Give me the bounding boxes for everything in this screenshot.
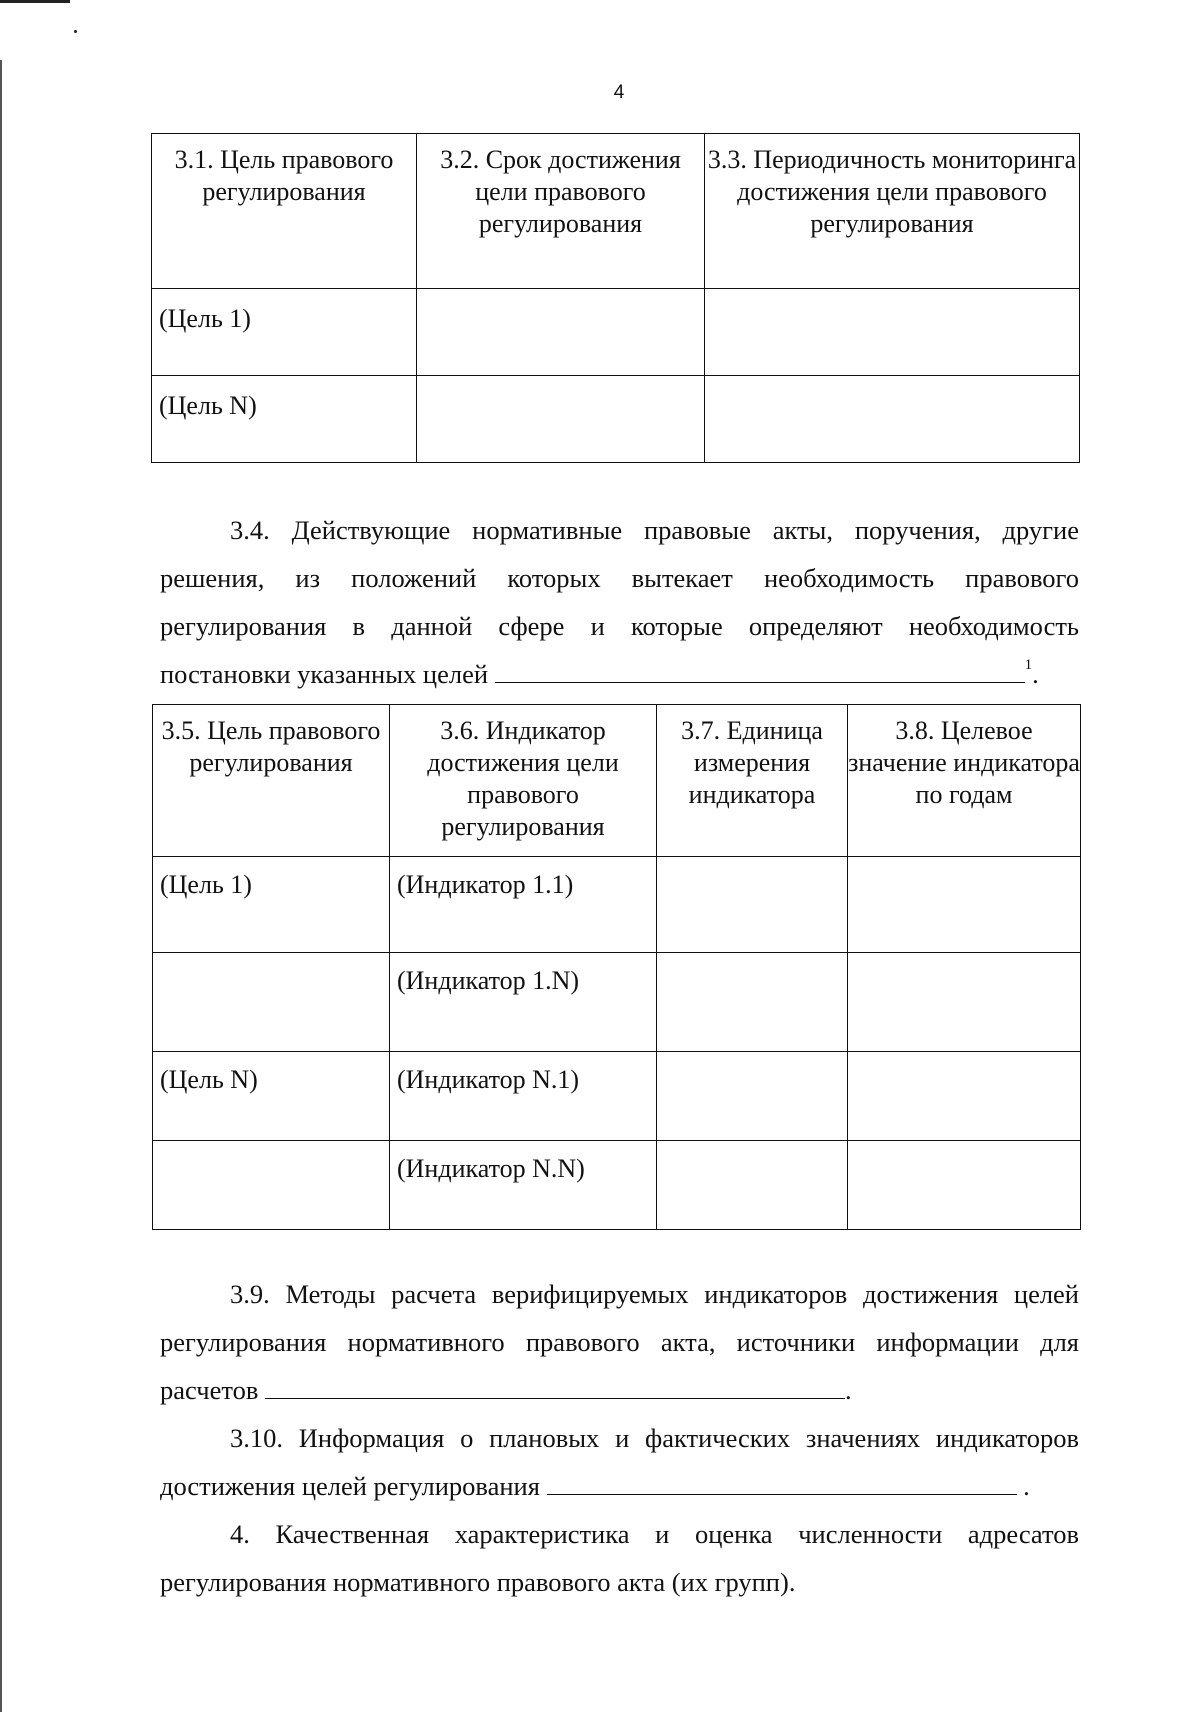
goals-table-cell: (Цель 1) [152, 289, 417, 376]
sentence-end: . [844, 1375, 852, 1405]
indicators-table-cell: (Цель N) [153, 1052, 390, 1141]
goals-table-cell [417, 376, 705, 463]
paragraph-3-4 [160, 506, 1079, 703]
scan-artifact-top-left [0, 0, 70, 3]
indicators-table-cell [848, 953, 1081, 1052]
table-row [152, 376, 1080, 463]
indicators-table-cell: (Индикатор 1.1) [390, 857, 657, 953]
indicators-table-cell [153, 953, 390, 1052]
indicators-table-cell: (Индикатор N.N) [390, 1141, 657, 1230]
paragraph-3-4-text: 3.4. Действующие нормативные правовые акты, поручения, другие решения, из положений которых вытекает необходимость правового регулирования в данной сфере и которые определяют необходимость постановки указанных целей [160, 515, 1079, 689]
goals-table [151, 133, 1080, 463]
goals-table-header-goal: 3.1. Цель правового регулирования [152, 134, 417, 289]
fill-in-line [495, 656, 1025, 683]
goals-table-cell [705, 376, 1080, 463]
indicators-table-cell [848, 857, 1081, 953]
goals-table-cell [705, 289, 1080, 376]
paragraph-4-text: 4. Качественная характеристика и оценка численности адресатов регулирования нормативного правового акта (их групп). [160, 1519, 1079, 1597]
indicators-table-cell [657, 1052, 848, 1141]
indicators-table-cell: (Индикатор 1.N) [390, 953, 657, 1052]
indicators-table-cell [657, 1141, 848, 1230]
indicators-table-header-indicator: 3.6. Индикатор достижения цели правового регулирования [390, 705, 657, 857]
goals-table-cell: (Цель N) [152, 376, 417, 463]
page-number: 4 [613, 82, 625, 103]
scan-artifact-left-edge [0, 60, 2, 1712]
paragraph-3-10 [160, 1414, 1079, 1510]
table-row [152, 289, 1080, 376]
footnote-reference: 1 [1024, 657, 1033, 673]
indicators-table-cell: (Индикатор N.1) [390, 1052, 657, 1141]
table-row [153, 1141, 1081, 1230]
paragraph-3-9 [160, 1270, 1079, 1414]
goals-table-header-periodicity: 3.3. Периодичность мониторинга достижения цели правового регулирования [705, 134, 1080, 289]
fill-in-line [265, 1372, 845, 1399]
sentence-end: . [1032, 659, 1039, 689]
indicators-table-cell [848, 1141, 1081, 1230]
paragraph-3-9-text: 3.9. Методы расчета верифицируемых индикаторов достижения целей регулирования нормативного правового акта, источники информации для расчетов [160, 1279, 1079, 1405]
table-row [153, 953, 1081, 1052]
indicators-table-header-unit: 3.7. Единица измерения индикатора [657, 705, 848, 857]
scan-artifact-dot [74, 30, 77, 33]
paragraph-4 [160, 1510, 1079, 1606]
goals-table-cell [417, 289, 705, 376]
indicators-table [152, 704, 1081, 1230]
indicators-table-header-goal: 3.5. Цель правового регулирования [153, 705, 390, 857]
indicators-table-cell [657, 953, 848, 1052]
indicators-table-header-target: 3.8. Целевое значение индикатора по годам [848, 705, 1081, 857]
goals-table-header-row [152, 134, 1080, 289]
goals-table-header-deadline: 3.2. Срок достижения цели правового регулирования [417, 134, 705, 289]
indicators-table-cell [848, 1052, 1081, 1141]
table-row [153, 1052, 1081, 1141]
sentence-end: . [1023, 1471, 1030, 1501]
paragraph-3-10-text: 3.10. Информация о плановых и фактических значениях индикаторов достижения целей регулирования [160, 1423, 1079, 1501]
indicators-table-cell [657, 857, 848, 953]
table-row [153, 857, 1081, 953]
indicators-table-cell [153, 1141, 390, 1230]
indicators-table-cell: (Цель 1) [153, 857, 390, 953]
indicators-table-header-row [153, 705, 1081, 857]
fill-in-line [547, 1468, 1017, 1495]
